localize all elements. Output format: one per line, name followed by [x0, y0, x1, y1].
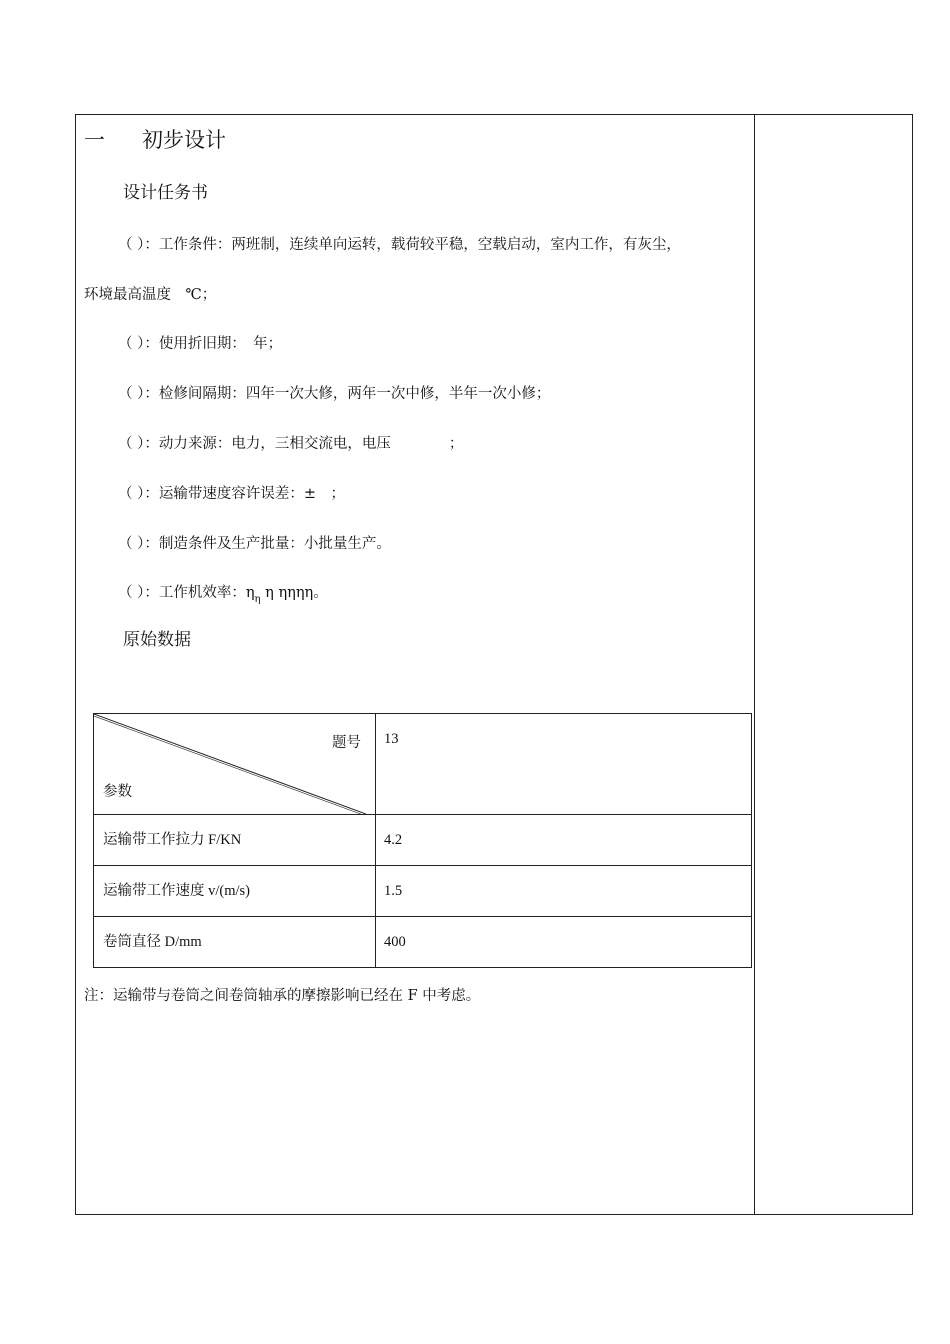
parameter-table	[93, 713, 752, 968]
task-item: （ ）：运输带速度容许误差：± ；	[118, 486, 346, 502]
table-header-row	[94, 714, 752, 815]
task-item: （ ）：使用折旧期： 年；	[118, 336, 283, 352]
problem-number: 13	[384, 731, 399, 747]
param-value: 400	[376, 917, 752, 968]
efficiency-eta: η	[245, 585, 255, 601]
task-item: 环境最高温度 ℃；	[84, 287, 217, 303]
table-row	[94, 917, 752, 968]
diagonal-line	[94, 714, 366, 814]
section-title-text: 初步设计	[142, 128, 226, 152]
efficiency-label: （ ）：工作机效率：	[118, 585, 246, 601]
corner-label-problem-no: 题号	[332, 735, 361, 751]
task-item: （ ）：工作条件：两班制，连续单向运转，载荷较平稳，空载启动，室内工作，有灰尘，	[118, 237, 681, 253]
table-row	[94, 815, 752, 866]
param-label: 卷筒直径 D/mm	[94, 917, 376, 968]
efficiency-formula: η ηηηη。	[260, 585, 328, 601]
task-item: （ ）：动力来源：电力，三相交流电，电压 ；	[118, 436, 464, 452]
task-item: （ ）：制造条件及生产批量：小批量生产。	[118, 536, 391, 552]
section-title	[84, 124, 226, 154]
page-frame	[75, 114, 913, 1215]
section-number: 一	[84, 128, 105, 152]
param-value: 1.5	[376, 866, 752, 917]
data-heading: 原始数据	[123, 630, 191, 650]
task-heading: 设计任务书	[123, 183, 208, 203]
margin-column-divider	[754, 114, 755, 1215]
footnote: 注：运输带与卷筒之间卷筒轴承的摩擦影响已经在 F 中考虑。	[84, 988, 481, 1004]
table-row	[94, 866, 752, 917]
table-corner-cell	[94, 714, 376, 815]
task-item-efficiency	[118, 581, 328, 605]
efficiency-eta-subscript: η	[254, 594, 261, 605]
param-value: 4.2	[376, 815, 752, 866]
problem-number-cell	[376, 714, 752, 815]
param-label: 运输带工作拉力 F/KN	[94, 815, 376, 866]
param-label: 运输带工作速度 v/(m/s)	[94, 866, 376, 917]
task-item: （ ）：检修间隔期：四年一次大修，两年一次中修，半年一次小修；	[118, 386, 551, 402]
corner-label-parameters: 参数	[103, 784, 132, 800]
